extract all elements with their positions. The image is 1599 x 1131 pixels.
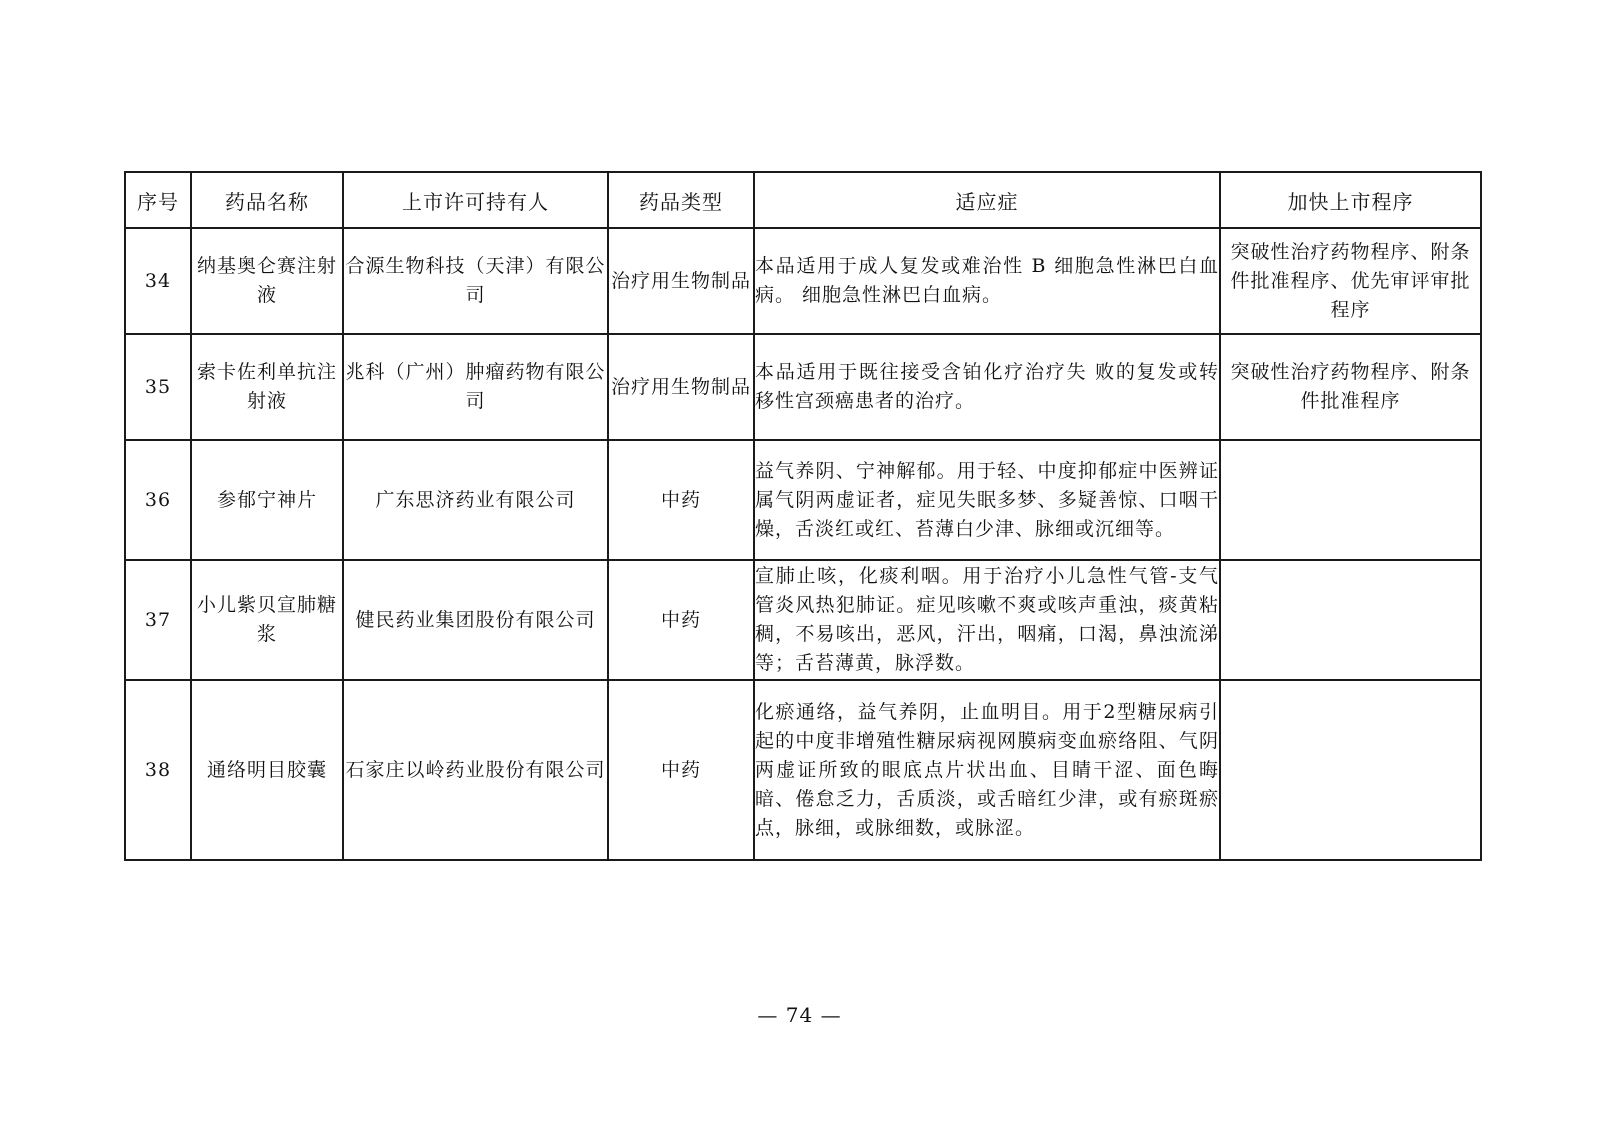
cell-seq: 35: [125, 334, 191, 440]
cell-indication: 宣肺止咳，化痰利咽。用于治疗小儿急性气管-支气管炎风热犯肺证。症见咳嗽不爽或咳声重浊，痰黄粘稠，不易咳出，恶风，汗出，咽痛，口渴，鼻浊流涕等；舌苔薄黄，脉浮数。: [754, 560, 1220, 680]
cell-indication: 本品适用于既往接受含铂化疗治疗失 败的复发或转移性宫颈癌患者的治疗。: [754, 334, 1220, 440]
cell-seq: 37: [125, 560, 191, 680]
cell-drug-name: 纳基奥仑赛注射液: [191, 228, 343, 334]
cell-drug-name: 通络明目胶囊: [191, 680, 343, 860]
cell-seq: 36: [125, 440, 191, 560]
cell-drug-type: 中药: [608, 440, 754, 560]
cell-seq: 34: [125, 228, 191, 334]
table-row: [125, 228, 1481, 334]
cell-holder: 合源生物科技（天津）有限公司: [343, 228, 608, 334]
drug-approval-table: [124, 171, 1482, 861]
cell-seq: 38: [125, 680, 191, 860]
header-procedure: 加快上市程序: [1220, 172, 1481, 228]
table-row: [125, 440, 1481, 560]
cell-procedure: [1220, 560, 1481, 680]
drug-list-sheet: [124, 171, 1480, 861]
header-drug-name: 药品名称: [191, 172, 343, 228]
cell-drug-type: 治疗用生物制品: [608, 334, 754, 440]
table-row: [125, 334, 1481, 440]
cell-drug-type: 中药: [608, 560, 754, 680]
table-row: [125, 560, 1481, 680]
cell-procedure: [1220, 440, 1481, 560]
cell-drug-type: 中药: [608, 680, 754, 860]
page-number: — 74 —: [757, 1003, 842, 1027]
cell-procedure: 突破性治疗药物程序、附条件批准程序、优先审评审批程序: [1220, 228, 1481, 334]
cell-drug-name: 索卡佐利单抗注射液: [191, 334, 343, 440]
cell-drug-name: 小儿紫贝宣肺糖浆: [191, 560, 343, 680]
cell-drug-name: 参郁宁神片: [191, 440, 343, 560]
cell-procedure: [1220, 680, 1481, 860]
table-row: [125, 680, 1481, 860]
cell-indication: 本品适用于成人复发或难治性 B 细胞急性淋巴白血病。 细胞急性淋巴白血病。: [754, 228, 1220, 334]
cell-holder: 兆科（广州）肿瘤药物有限公司: [343, 334, 608, 440]
header-holder: 上市许可持有人: [343, 172, 608, 228]
header-indication: 适应症: [754, 172, 1220, 228]
cell-holder: 健民药业集团股份有限公司: [343, 560, 608, 680]
header-drug-type: 药品类型: [608, 172, 754, 228]
cell-procedure: 突破性治疗药物程序、附条件批准程序: [1220, 334, 1481, 440]
table-header-row: [125, 172, 1481, 228]
cell-holder: 广东思济药业有限公司: [343, 440, 608, 560]
cell-holder: 石家庄以岭药业股份有限公司: [343, 680, 608, 860]
cell-indication: 化瘀通络，益气养阴，止血明目。用于2型糖尿病引起的中度非增殖性糖尿病视网膜病变血瘀络阻、气阴两虚证所致的眼底点片状出血、目睛干涩、面色晦暗、倦怠乏力，舌质淡，或舌暗红少津，或有瘀斑瘀点，脉细，或脉细数，或脉涩。: [754, 680, 1220, 860]
cell-indication: 益气养阴、宁神解郁。用于轻、中度抑郁症中医辨证属气阴两虚证者，症见失眠多梦、多疑善惊、口咽干燥，舌淡红或红、苔薄白少津、脉细或沉细等。: [754, 440, 1220, 560]
header-seq: 序号: [125, 172, 191, 228]
cell-drug-type: 治疗用生物制品: [608, 228, 754, 334]
